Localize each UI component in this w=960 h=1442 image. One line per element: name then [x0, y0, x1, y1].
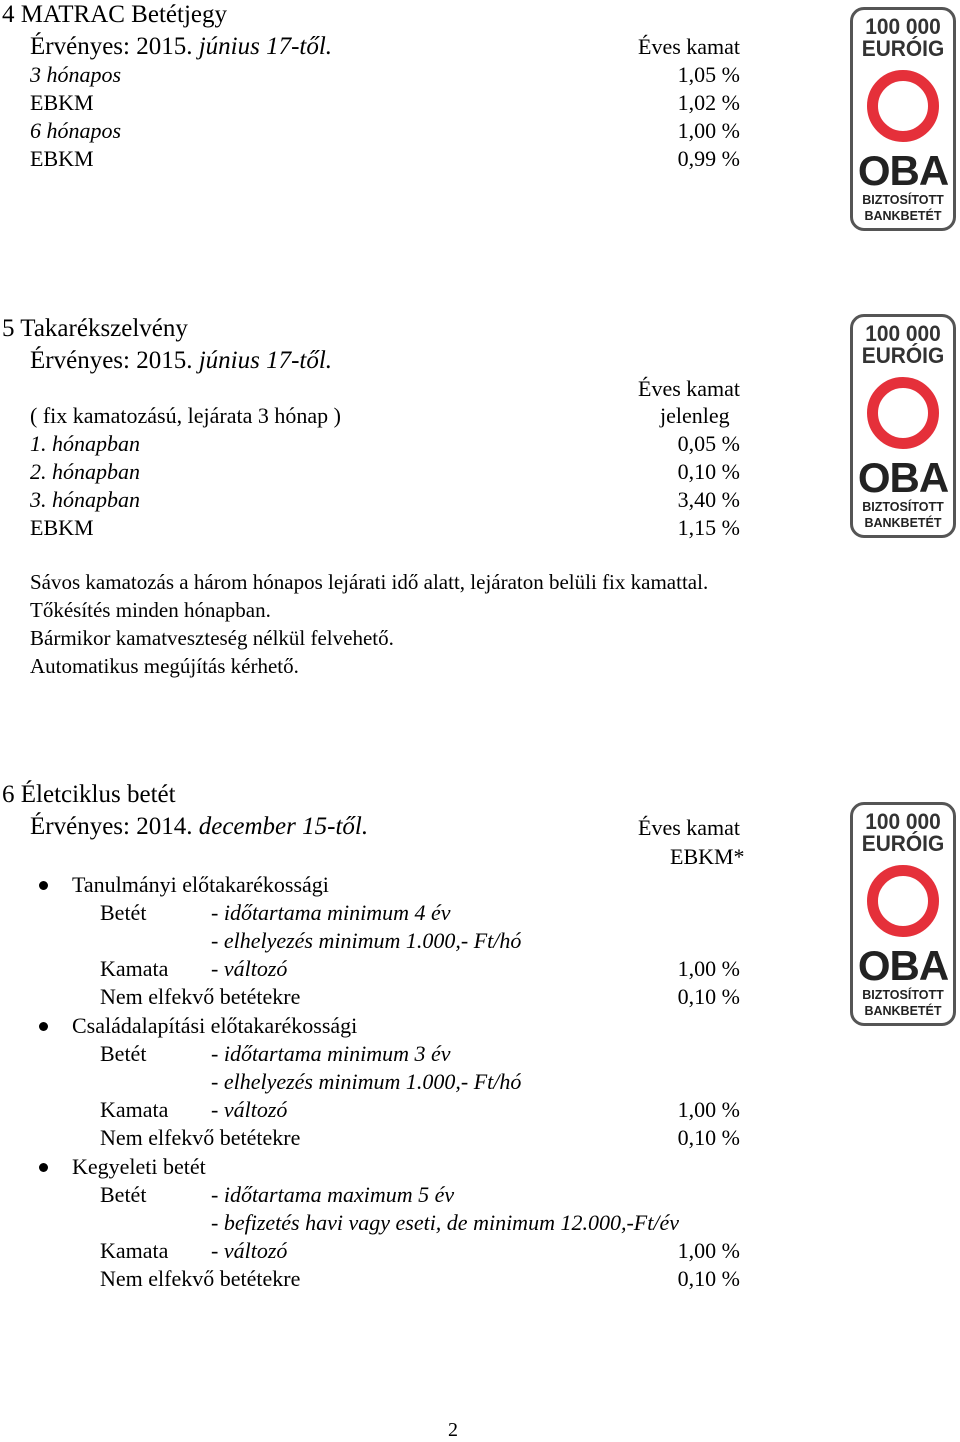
row-value: 1,02 % — [677, 90, 740, 115]
badge-brand: OBA — [857, 942, 949, 989]
badge-amount: 100 000 EURÓIG — [861, 14, 945, 61]
page-number: 2 — [448, 1419, 458, 1441]
row-label: 3 hónapos — [30, 62, 122, 87]
betet-label: Betét — [100, 1182, 147, 1207]
betet-line: - elhelyezés minimum 1.000,- Ft/hó — [211, 1069, 522, 1094]
oba-ring-icon — [867, 70, 939, 142]
oba-ring-icon — [867, 865, 939, 937]
note: Sávos kamatozás a három hónapos lejárati idő alatt, lejáraton belüli fix kamattal. — [30, 570, 709, 594]
kamata-label: Kamata — [100, 956, 169, 981]
row-label: EBKM — [30, 146, 94, 171]
row-value: 0,05 % — [677, 431, 740, 456]
badge-brand: OBA — [857, 147, 949, 194]
section-title: 4 MATRAC Betétjegy — [2, 1, 227, 28]
badge-subtitle: BIZTOSÍTOTT BANKBETÉT — [862, 193, 944, 223]
nem-elfekvo-value: 0,10 % — [677, 1125, 740, 1150]
badge-amount: 100 000 EURÓIG — [861, 321, 945, 368]
validity-date: Érvényes: 2015. június 17-től. — [30, 347, 333, 374]
subtitle: ( fix kamatozású, lejárata 3 hónap ) — [30, 403, 341, 428]
validity-prefix: Érvényes: 2015. — [30, 33, 193, 60]
bullet-icon — [39, 881, 48, 890]
row-value: 0,10 % — [677, 459, 740, 484]
betet-line: - befizetés havi vagy eseti, de minimum 12.000,-Ft/év — [211, 1210, 679, 1235]
kamata-value: 1,00 % — [677, 1097, 740, 1122]
nem-elfekvo-label: Nem elfekvő betétekre — [100, 1125, 301, 1150]
row-value: 1,05 % — [677, 62, 740, 87]
row-value: 1,15 % — [677, 515, 740, 540]
section-title: 5 Takarékszelvény — [2, 315, 188, 342]
oba-insurance-badge — [850, 314, 956, 538]
kamata-label: Kamata — [100, 1238, 169, 1263]
kamata-text: - változó — [211, 1238, 288, 1263]
row-label: 3. hónapban — [30, 487, 140, 512]
betet-line: - időtartama minimum 4 év — [211, 900, 451, 925]
note: Tőkésítés minden hónapban. — [30, 598, 271, 622]
bullet-icon — [39, 1022, 48, 1031]
rate-header: Éves kamat — [638, 815, 741, 840]
row-label: EBKM — [30, 90, 94, 115]
betet-line: - időtartama maximum 5 év — [211, 1182, 455, 1207]
kamata-value: 1,00 % — [677, 956, 740, 981]
note: Bármikor kamatveszteség nélkül felvehető. — [30, 626, 394, 650]
betet-line: - elhelyezés minimum 1.000,- Ft/hó — [211, 928, 522, 953]
rate-subheader: EBKM* — [670, 844, 745, 869]
betet-label: Betét — [100, 900, 147, 925]
oba-insurance-badge — [850, 802, 956, 1026]
oba-insurance-badge — [850, 7, 956, 231]
current-label: jelenleg — [660, 403, 730, 428]
item-name: Tanulmányi előtakarékossági — [72, 872, 329, 897]
kamata-text: - változó — [211, 1097, 288, 1122]
nem-elfekvo-value: 0,10 % — [677, 984, 740, 1009]
rate-header: Éves kamat — [638, 376, 741, 401]
badge-subtitle: BIZTOSÍTOTT BANKBETÉT — [862, 500, 944, 530]
row-label: 6 hónapos — [30, 118, 122, 143]
kamata-label: Kamata — [100, 1097, 169, 1122]
row-label: EBKM — [30, 515, 94, 540]
row-value: 0,99 % — [677, 146, 740, 171]
section-title: 6 Életciklus betét — [2, 781, 176, 808]
validity-date — [30, 34, 332, 59]
nem-elfekvo-label: Nem elfekvő betétekre — [100, 984, 301, 1009]
bullet-icon — [39, 1163, 48, 1172]
item-name: Kegyeleti betét — [72, 1154, 206, 1179]
row-value: 1,00 % — [677, 118, 740, 143]
item-name: Családalapítási előtakarékossági — [72, 1013, 358, 1038]
badge-subtitle: BIZTOSÍTOTT BANKBETÉT — [862, 988, 944, 1018]
row-value: 3,40 % — [677, 487, 740, 512]
row-label: 1. hónapban — [30, 431, 140, 456]
kamata-text: - változó — [211, 956, 288, 981]
badge-amount: 100 000 EURÓIG — [861, 809, 945, 856]
validity-date-italic: június 17-től. — [198, 33, 333, 60]
rate-header: Éves kamat — [638, 34, 741, 59]
badge-brand: OBA — [857, 454, 949, 501]
validity-date: Érvényes: 2014. december 15-től. — [30, 813, 369, 840]
betet-label: Betét — [100, 1041, 147, 1066]
nem-elfekvo-value: 0,10 % — [677, 1266, 740, 1291]
row-label: 2. hónapban — [30, 459, 140, 484]
oba-ring-icon — [867, 377, 939, 449]
kamata-value: 1,00 % — [677, 1238, 740, 1263]
betet-line: - időtartama minimum 3 év — [211, 1041, 451, 1066]
note: Automatikus megújítás kérhető. — [30, 654, 299, 678]
nem-elfekvo-label: Nem elfekvő betétekre — [100, 1266, 301, 1291]
